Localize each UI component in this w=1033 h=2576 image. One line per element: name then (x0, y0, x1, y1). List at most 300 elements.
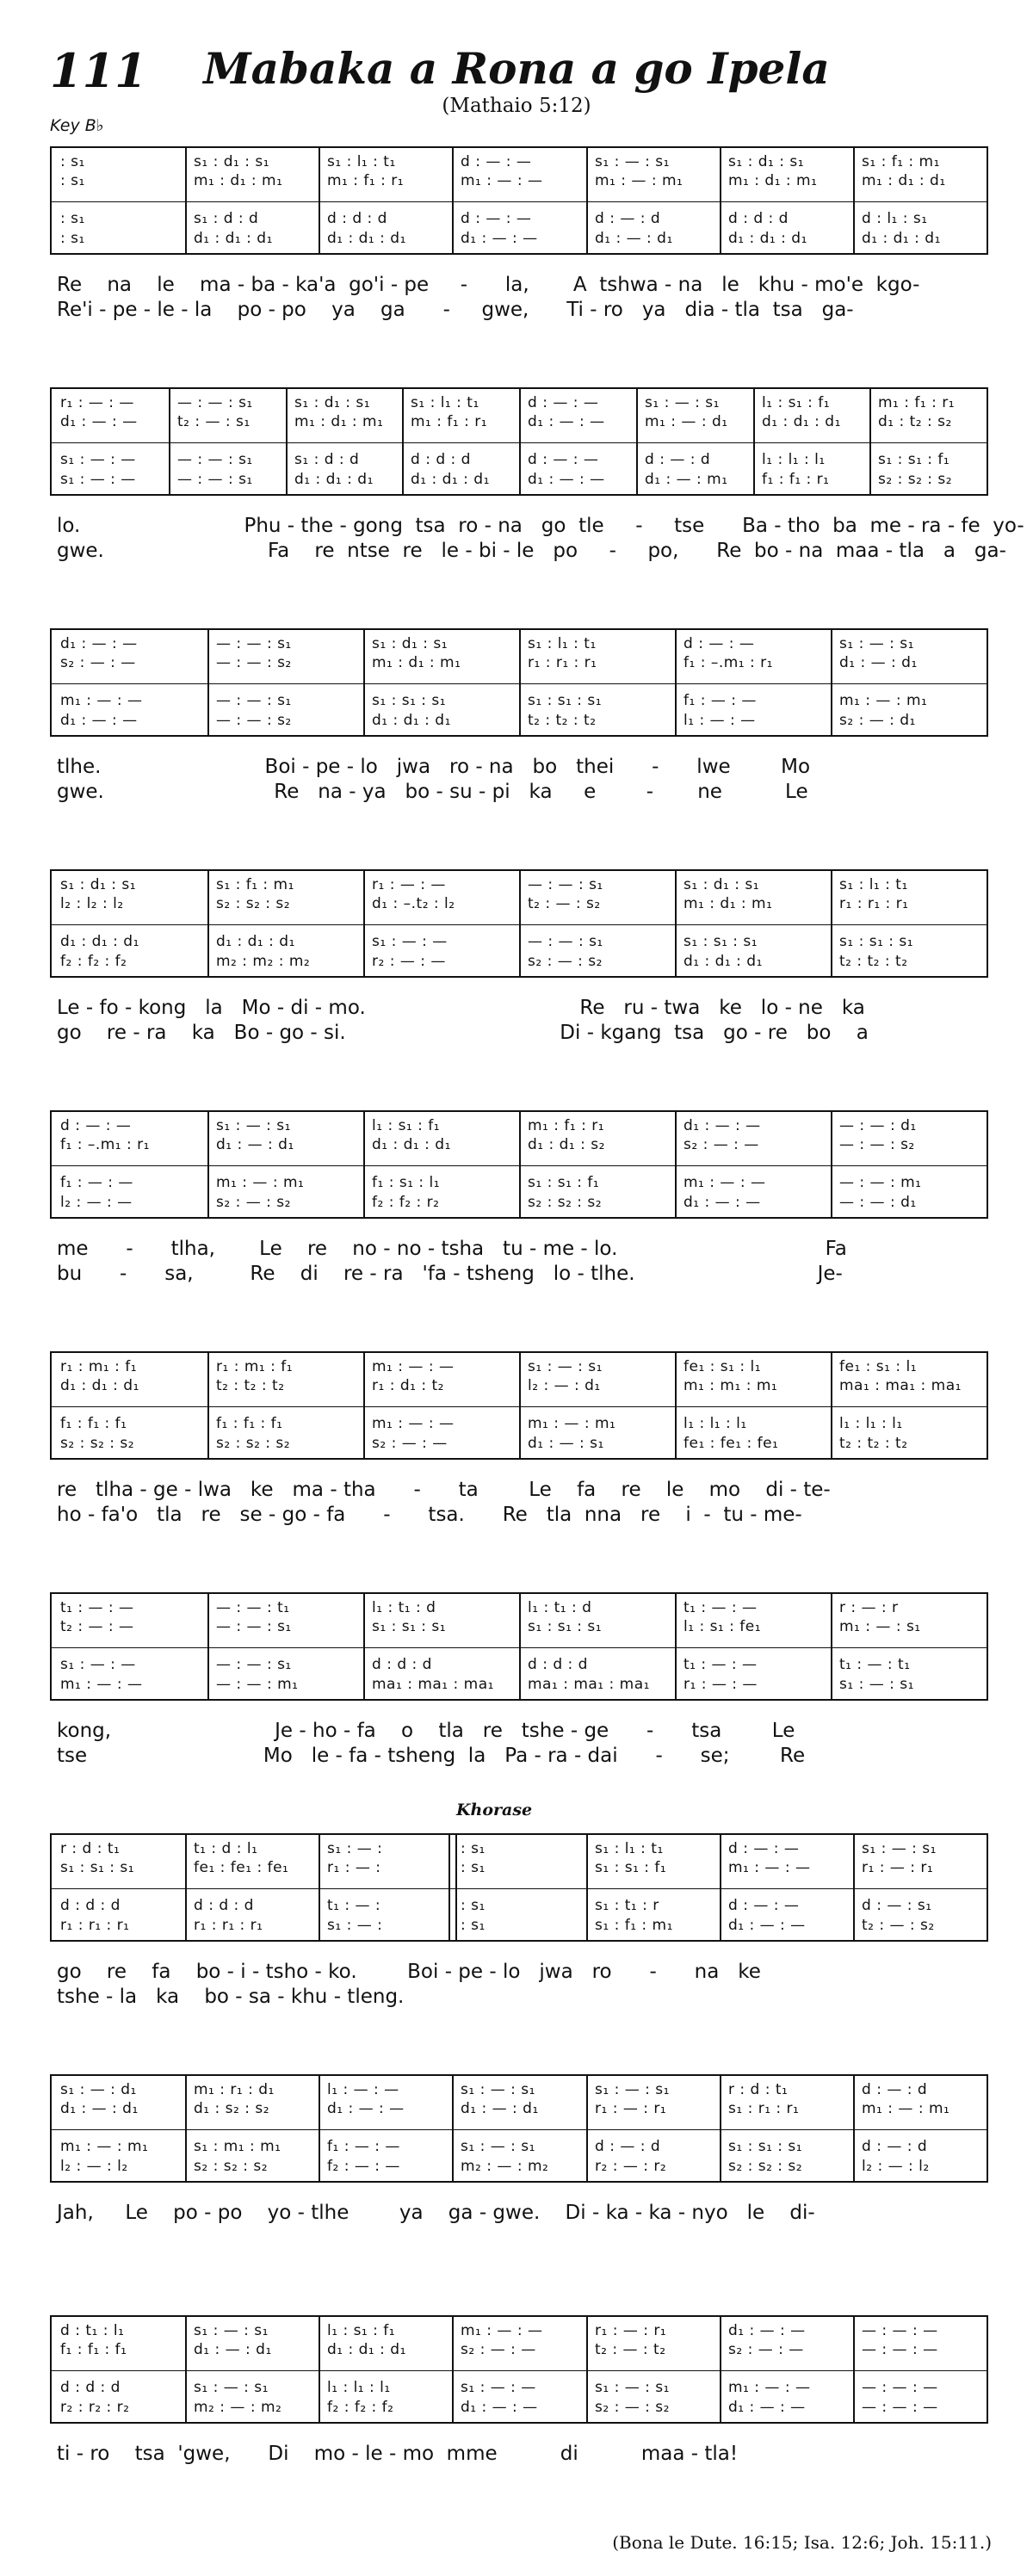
barline (319, 1835, 320, 1940)
solfa-notes: : s₁ (461, 1917, 486, 1934)
solfa-notes: d₁ : — : d₁ (216, 1136, 294, 1153)
solfa-notes: t₁ : — : — (60, 1599, 134, 1616)
lyric-line: Re na le ma - ba - ka'a go'i - pe - la, A tshwa - na le khu - mo'e kgo- (57, 274, 920, 296)
barline (586, 2317, 588, 2422)
solfa-notes: s₁ : d₁ : s₁ (372, 635, 448, 652)
solfa-notes: r₁ : r₁ : r₁ (839, 895, 909, 912)
solfa-notes: m₁ : — : — (684, 1174, 766, 1191)
solfa-notes: t₂ : — : s₁ (177, 413, 251, 430)
solfa-notes: m₁ : — : m₁ (528, 1415, 616, 1432)
barline (831, 1112, 832, 1217)
barline (207, 1353, 209, 1458)
solfa-notes: m₂ : m₂ : m₂ (216, 953, 311, 970)
barline (319, 2076, 320, 2181)
solfa-notes: — : — : s₂ (216, 654, 292, 671)
solfa-notes: s₁ : l₁ : t₁ (595, 1840, 664, 1857)
solfa-notes: l₂ : — : — (60, 1194, 133, 1211)
solfa-notes: s₁ : — : (327, 1917, 383, 1934)
barline (720, 1835, 721, 1940)
solfa-notes: s₁ : — : s₁ (595, 2379, 670, 2396)
solfa-notes: d : — : d (862, 2081, 928, 2098)
solfa-notes: f₁ : — : — (60, 1174, 133, 1191)
solfa-notes: l₁ : — : — (684, 712, 756, 729)
solfa-notes: d : — : — (528, 394, 599, 411)
solfa-notes: l₂ : l₂ : l₂ (60, 895, 124, 912)
solfa-notes: m₁ : — : m₁ (60, 2138, 149, 2155)
barline (185, 2076, 187, 2181)
solfa-notes: — : — : s₁ (528, 876, 603, 893)
solfa-notes: d₁ : d₁ : d₁ (60, 933, 139, 950)
barline (452, 148, 454, 253)
solfa-notes: l₁ : t₁ : d (372, 1599, 436, 1616)
lyric-line: gwe. Fa re ntse re le - bi - le po - po, Re bo - na maa - tla a ga- (57, 540, 1006, 562)
barline (363, 1594, 365, 1699)
solfa-notes: s₁ : — : s₁ (645, 394, 720, 411)
solfa-notes: s₁ : — : — (372, 933, 448, 950)
solfa-notes: d₁ : d₁ : s₂ (528, 1136, 605, 1153)
solfa-notes: d₁ : — : — (528, 413, 605, 430)
solfa-notes: l₁ : l₁ : l₁ (684, 1415, 747, 1432)
solfa-notes: : s₁ (60, 210, 85, 227)
solfa-notes: s₁ : l₁ : t₁ (839, 876, 908, 893)
solfa-notes: d₁ : — : — (728, 1917, 806, 1934)
solfa-notes: m₁ : d₁ : d₁ (862, 172, 946, 189)
barline (831, 630, 832, 735)
solfa-notes: s₂ : s₂ : s₂ (216, 1435, 291, 1452)
solfa-notes: — : — : s₁ (177, 471, 253, 488)
solfa-notes: s₁ : d₁ : s₁ (294, 394, 371, 411)
solfa-notes: s₁ : s₁ : s₁ (528, 692, 603, 709)
barline (586, 1835, 588, 1940)
solfa-notes: m₁ : — : m₁ (839, 692, 928, 709)
solfa-notes: m₁ : d₁ : m₁ (194, 172, 283, 189)
solfa-notes: d : — : d (595, 210, 661, 227)
solfa-notes: m₁ : — : m₁ (862, 2100, 950, 2117)
solfa-notes: — : — : s₁ (177, 451, 253, 468)
solfa-notes: s₁ : l₁ : t₁ (411, 394, 479, 411)
solfa-notes: d₁ : — : — (728, 2399, 806, 2416)
solfa-notes: r₁ : m₁ : f₁ (216, 1358, 294, 1375)
solfa-notes: — : — : t₁ (216, 1599, 290, 1616)
barline (207, 1112, 209, 1217)
solfa-notes: f₁ : f₁ : r₁ (762, 471, 830, 488)
solfa-notes: s₁ : s₁ : s₁ (684, 933, 758, 950)
solfa-notes: d₁ : — : — (461, 230, 538, 247)
lyric-line: me - tlha, Le re no - no - tsha tu - me - lo. Fa (57, 1238, 847, 1260)
solfa-notes: r₁ : — : r₁ (595, 2322, 667, 2339)
solfa-notes: s₁ : — : — (461, 2379, 536, 2396)
solfa-notes: r₂ : — : — (372, 953, 446, 970)
barline (675, 1594, 677, 1699)
key-signature: Key B♭ (50, 116, 104, 135)
solfa-notes: d₁ : — : d₁ (194, 2341, 272, 2358)
barline (185, 2317, 187, 2422)
barline (363, 871, 365, 976)
solfa-notes: r₁ : — : r₁ (862, 1859, 934, 1876)
solfa-notes: t₂ : — : s₂ (528, 895, 601, 912)
solfa-notes: r₁ : — : — (372, 876, 446, 893)
solfa-notes: f₁ : — : — (684, 692, 757, 709)
solfa-notes: r₁ : — : (327, 1859, 381, 1876)
staff-box (50, 628, 988, 737)
solfa-notes: d : d : d (60, 1897, 121, 1914)
solfa-notes: — : — : s₂ (216, 712, 292, 729)
barline (519, 1353, 521, 1458)
solfa-notes: : s₁ (461, 1859, 486, 1876)
solfa-notes: — : — : d₁ (839, 1194, 917, 1211)
staff-box (50, 387, 988, 496)
solfa-notes: f₁ : — : — (327, 2138, 400, 2155)
solfa-notes: m₁ : d₁ : m₁ (728, 172, 818, 189)
solfa-notes: — : — : m₁ (839, 1174, 922, 1191)
solfa-notes: s₁ : — : s₁ (194, 2322, 269, 2339)
solfa-notes: d₁ : — : — (461, 2399, 538, 2416)
solfa-notes: fe₁ : s₁ : l₁ (839, 1358, 918, 1375)
lyric-line: re tlha - ge - lwa ke ma - tha - ta Le fa re le mo di - te- (57, 1479, 831, 1501)
solfa-notes: d₁ : — : — (60, 712, 138, 729)
solfa-notes: : s₁ (60, 230, 85, 247)
barline (675, 871, 677, 976)
solfa-notes: s₁ : — : s₁ (595, 2081, 670, 2098)
solfa-notes: t₂ : — : s₂ (862, 1917, 935, 1934)
solfa-notes: l₁ : l₁ : l₁ (762, 451, 826, 468)
solfa-notes: t₁ : — : (327, 1897, 381, 1914)
solfa-notes: d : — : d (862, 2138, 928, 2155)
solfa-notes: t₁ : — : t₁ (839, 1656, 911, 1673)
solfa-notes: s₁ : d : d (294, 451, 360, 468)
solfa-notes: s₁ : — : — (60, 1656, 136, 1673)
solfa-notes: d₁ : — : s₁ (528, 1435, 604, 1452)
barline (753, 389, 755, 494)
solfa-notes: d₁ : –.t₂ : l₂ (372, 895, 455, 912)
solfa-notes: s₂ : s₂ : s₂ (878, 471, 953, 488)
barline (853, 1835, 855, 1940)
staff-box (50, 2315, 988, 2424)
solfa-notes: d₁ : — : d₁ (595, 230, 673, 247)
solfa-notes: d : — : — (728, 1897, 800, 1914)
solfa-notes: s₁ : s₁ : s₁ (839, 933, 914, 950)
solfa-notes: s₂ : — : s₂ (216, 1194, 291, 1211)
solfa-notes: : s₁ (461, 1897, 486, 1914)
solfa-notes: d₁ : d₁ : d₁ (862, 230, 941, 247)
solfa-notes: s₁ : s₁ : s₁ (528, 1618, 603, 1635)
solfa-notes: r₁ : — : — (60, 394, 134, 411)
barline (720, 148, 721, 253)
solfa-notes: d₁ : d₁ : d₁ (411, 471, 490, 488)
lyric-line: go re - ra ka Bo - go - si. Di - kgang tsa go - re bo a (57, 1022, 869, 1044)
solfa-notes: s₁ : — : s₁ (839, 635, 914, 652)
barline (402, 389, 404, 494)
solfa-notes: m₁ : f₁ : r₁ (878, 394, 956, 411)
solfa-notes: m₁ : — : — (728, 1859, 811, 1876)
staff-box (50, 1592, 988, 1701)
solfa-notes: s₁ : d : d (194, 210, 259, 227)
solfa-notes: d₁ : s₂ : s₂ (194, 2100, 270, 2117)
solfa-notes: r₁ : r₁ : r₁ (528, 654, 597, 671)
lyric-line: Re'i - pe - le - la po - po ya ga - gwe, Ti - ro ya dia - tla tsa ga- (57, 299, 854, 321)
solfa-notes: : s₁ (461, 1840, 486, 1857)
solfa-notes: m₁ : d₁ : m₁ (684, 895, 773, 912)
solfa-notes: f₁ : f₁ : f₁ (60, 2341, 127, 2358)
lyric-line: kong, Je - ho - fa o tla re tshe - ge - tsa Le (57, 1720, 795, 1742)
staff-box (50, 2074, 988, 2183)
solfa-notes: t₂ : t₂ : t₂ (839, 953, 908, 970)
scripture-subtitle: (Mathaio 5:12) (442, 95, 591, 117)
barline (831, 1594, 832, 1699)
barline (452, 2076, 454, 2181)
solfa-notes: l₁ : — : — (327, 2081, 399, 2098)
barline (452, 2317, 454, 2422)
solfa-notes: s₂ : — : s₂ (595, 2399, 670, 2416)
solfa-notes: r : — : r (839, 1599, 899, 1616)
solfa-notes: l₁ : s₁ : fe₁ (684, 1618, 762, 1635)
solfa-notes: s₁ : t₁ : r (595, 1897, 659, 1914)
solfa-notes: d₁ : d₁ : d₁ (327, 2341, 406, 2358)
solfa-notes: s₁ : d₁ : s₁ (194, 153, 270, 170)
solfa-notes: d₁ : — : — (684, 1194, 761, 1211)
solfa-notes: s₁ : s₁ : s₁ (372, 1618, 447, 1635)
solfa-notes: s₁ : — : s₁ (862, 1840, 937, 1857)
solfa-notes: ma₁ : ma₁ : ma₁ (528, 1676, 650, 1693)
solfa-notes: t₁ : — : — (684, 1656, 758, 1673)
solfa-notes: f₂ : f₂ : r₂ (372, 1194, 440, 1211)
staff-box (50, 869, 988, 978)
solfa-notes: — : — : s₁ (216, 1656, 292, 1673)
solfa-notes: m₁ : d₁ : m₁ (294, 413, 384, 430)
barline (720, 2317, 721, 2422)
solfa-notes: s₂ : s₂ : s₂ (728, 2158, 803, 2175)
solfa-notes: d : d : d (372, 1656, 432, 1673)
solfa-notes: r₂ : r₂ : r₂ (60, 2399, 130, 2416)
solfa-notes: d₁ : d₁ : d₁ (372, 712, 451, 729)
solfa-notes: s₁ : — : — (60, 471, 136, 488)
solfa-notes: f₂ : f₂ : f₂ (60, 953, 127, 970)
solfa-notes: d : — : — (60, 1117, 132, 1134)
solfa-notes: — : — : s₁ (528, 933, 603, 950)
solfa-notes: s₁ : — : s₁ (461, 2138, 535, 2155)
solfa-notes: fe₁ : fe₁ : fe₁ (194, 1859, 289, 1876)
solfa-notes: l₁ : t₁ : d (528, 1599, 592, 1616)
solfa-notes: f₂ : — : — (327, 2158, 400, 2175)
solfa-notes: f₁ : f₁ : f₁ (60, 1415, 127, 1432)
solfa-notes: d₁ : d₁ : d₁ (728, 230, 807, 247)
solfa-notes: s₂ : s₂ : s₂ (60, 1435, 135, 1452)
barline (853, 148, 855, 253)
solfa-notes: s₁ : s₁ : f₁ (595, 1859, 667, 1876)
solfa-notes: d₁ : d₁ : d₁ (194, 230, 273, 247)
solfa-notes: — : — : — (862, 2379, 938, 2396)
solfa-notes: s₂ : — : — (461, 2341, 536, 2358)
staff-divider-line (52, 2129, 987, 2130)
solfa-notes: — : — : — (862, 2399, 938, 2416)
solfa-notes: — : — : s₁ (216, 635, 292, 652)
solfa-notes: d : — : s₁ (862, 1897, 932, 1914)
chorus-label: Khorase (456, 1801, 533, 1819)
solfa-notes: d : — : d (645, 451, 711, 468)
solfa-notes: d : — : d (595, 2138, 661, 2155)
solfa-notes: s₁ : s₁ : f₁ (528, 1174, 600, 1191)
solfa-notes: m₁ : — : — (60, 1676, 143, 1693)
solfa-notes: d₁ : t₂ : s₂ (878, 413, 952, 430)
barline (675, 1112, 677, 1217)
barline (169, 389, 170, 494)
solfa-notes: t₂ : t₂ : t₂ (528, 712, 597, 729)
barline (286, 389, 288, 494)
solfa-notes: l₂ : — : d₁ (528, 1377, 601, 1394)
solfa-notes: d₁ : — : — (684, 1117, 761, 1134)
solfa-notes: f₁ : s₁ : l₁ (372, 1174, 441, 1191)
solfa-notes: m₁ : — : — (461, 2322, 543, 2339)
solfa-notes: l₁ : l₁ : l₁ (327, 2379, 391, 2396)
barline (831, 871, 832, 976)
solfa-notes: l₂ : — : l₂ (60, 2158, 128, 2175)
solfa-notes: d₁ : d₁ : d₁ (684, 953, 763, 970)
solfa-notes: l₂ : — : l₂ (862, 2158, 930, 2175)
solfa-notes: m₁ : — : — (372, 1358, 455, 1375)
solfa-notes: m₁ : f₁ : r₁ (411, 413, 488, 430)
solfa-notes: d₁ : d₁ : d₁ (60, 1377, 139, 1394)
solfa-notes: s₁ : l₁ : t₁ (528, 635, 597, 652)
solfa-notes: t₂ : — : — (60, 1618, 134, 1635)
solfa-notes: d : d : d (528, 1656, 588, 1673)
solfa-notes: r₁ : — : — (684, 1676, 758, 1693)
solfa-notes: : s₁ (60, 172, 85, 189)
solfa-notes: r : d : t₁ (60, 1840, 121, 1857)
solfa-notes: s₁ : d₁ : s₁ (60, 876, 137, 893)
barline (519, 871, 521, 976)
barline (586, 2076, 588, 2181)
solfa-notes: — : — : d₁ (839, 1117, 917, 1134)
solfa-notes: s₁ : — : s₁ (839, 1676, 914, 1693)
lyric-line: ho - fa'o tla re se - go - fa - tsa. Re tla nna re i - tu - me- (57, 1504, 802, 1526)
solfa-notes: r₁ : m₁ : f₁ (60, 1358, 138, 1375)
solfa-notes: t₂ : — : t₂ (595, 2341, 666, 2358)
solfa-notes: d₁ : d₁ : d₁ (327, 230, 406, 247)
solfa-notes: f₁ : –.m₁ : r₁ (684, 654, 773, 671)
barline (319, 2317, 320, 2422)
solfa-notes: d : d : d (411, 451, 471, 468)
solfa-notes: — : — : — (862, 2322, 938, 2339)
solfa-notes: r : d : t₁ (728, 2081, 789, 2098)
barline (185, 1835, 187, 1940)
solfa-notes: d₁ : d₁ : d₁ (294, 471, 374, 488)
solfa-notes: d : — : — (728, 1840, 800, 1857)
barline (207, 630, 209, 735)
solfa-notes: l₁ : l₁ : l₁ (839, 1415, 903, 1432)
solfa-notes: s₁ : r₁ : r₁ (728, 2100, 800, 2117)
solfa-notes: t₁ : — : — (684, 1599, 758, 1616)
staff-box (50, 1833, 988, 1942)
solfa-notes: s₂ : s₂ : s₂ (194, 2158, 269, 2175)
solfa-notes: s₂ : — : d₁ (839, 712, 916, 729)
solfa-notes: m₂ : — : m₂ (461, 2158, 549, 2175)
lyric-line: lo. Phu - the - gong tsa ro - na go tle - tse Ba - tho ba me - ra - fe yo- (57, 515, 1024, 537)
solfa-notes: m₁ : — : s₁ (839, 1618, 921, 1635)
lyric-line: bu - sa, Re di re - ra 'fa - tsheng lo - tlhe. Je- (57, 1263, 843, 1285)
staff-box (50, 1110, 988, 1219)
solfa-notes: d : d : d (327, 210, 387, 227)
solfa-notes: — : — : s₁ (177, 394, 253, 411)
solfa-notes: d₁ : — : — (728, 2322, 806, 2339)
solfa-notes: d : l₁ : s₁ (862, 210, 928, 227)
solfa-notes: s₁ : — : (327, 1840, 383, 1857)
barline (720, 2076, 721, 2181)
barline (586, 148, 588, 253)
solfa-notes: d : — : — (528, 451, 599, 468)
staff-divider-line (52, 201, 987, 202)
solfa-notes: r₁ : — : r₁ (595, 2100, 667, 2117)
solfa-notes: d₁ : — : d₁ (461, 2100, 539, 2117)
hymn-number: 111 (50, 43, 147, 98)
solfa-notes: d₁ : d₁ : d₁ (372, 1136, 451, 1153)
solfa-notes: d₁ : — : m₁ (645, 471, 728, 488)
solfa-notes: d : t₁ : l₁ (60, 2322, 125, 2339)
solfa-notes: m₁ : — : d₁ (645, 413, 728, 430)
solfa-notes: s₁ : s₁ : s₁ (372, 692, 447, 709)
barline (363, 630, 365, 735)
solfa-notes: s₁ : d₁ : s₁ (728, 153, 805, 170)
solfa-notes: : s₁ (60, 153, 85, 170)
solfa-notes: s₁ : d₁ : s₁ (684, 876, 760, 893)
solfa-notes: s₂ : — : — (728, 2341, 804, 2358)
solfa-notes: ma₁ : ma₁ : ma₁ (372, 1676, 494, 1693)
solfa-notes: m₁ : m₁ : m₁ (684, 1377, 778, 1394)
solfa-notes: r₂ : — : r₂ (595, 2158, 667, 2175)
solfa-notes: — : — : m₁ (216, 1676, 299, 1693)
double-barline (448, 1835, 457, 1940)
solfa-notes: m₁ : — : m₁ (595, 172, 684, 189)
solfa-notes: s₁ : f₁ : m₁ (595, 1917, 673, 1934)
scripture-references: (Bona le Dute. 16:15; Isa. 12:6; Joh. 15:11.) (612, 2532, 992, 2553)
barline (636, 389, 638, 494)
solfa-notes: d : d : d (728, 210, 789, 227)
solfa-notes: d : d : d (60, 2379, 121, 2396)
solfa-notes: s₂ : s₂ : s₂ (528, 1194, 603, 1211)
solfa-notes: d : — : — (461, 210, 532, 227)
solfa-notes: m₁ : f₁ : r₁ (327, 172, 405, 189)
barline (853, 2076, 855, 2181)
solfa-notes: s₁ : — : s₁ (461, 2081, 535, 2098)
barline (519, 1112, 521, 1217)
solfa-notes: — : — : s₁ (216, 1618, 292, 1635)
solfa-notes: ma₁ : ma₁ : ma₁ (839, 1377, 962, 1394)
solfa-notes: s₁ : f₁ : m₁ (216, 876, 294, 893)
solfa-notes: s₂ : — : — (60, 654, 136, 671)
solfa-notes: d₁ : — : — (327, 2100, 405, 2117)
staff-box (50, 146, 988, 255)
solfa-notes: m₁ : f₁ : r₁ (528, 1117, 605, 1134)
barline (675, 1353, 677, 1458)
solfa-notes: s₁ : — : s₁ (595, 153, 670, 170)
solfa-notes: s₂ : — : — (684, 1136, 759, 1153)
solfa-notes: f₁ : f₁ : f₁ (216, 1415, 283, 1432)
solfa-notes: l₁ : s₁ : f₁ (762, 394, 831, 411)
lyric-line: tlhe. Boi - pe - lo jwa ro - na bo thei - lwe Mo (57, 756, 811, 778)
solfa-notes: s₂ : — : s₂ (528, 953, 603, 970)
solfa-notes: s₁ : — : s₁ (216, 1117, 291, 1134)
barline (519, 630, 521, 735)
solfa-notes: d₁ : — : — (60, 413, 138, 430)
solfa-notes: d₁ : — : — (528, 471, 605, 488)
solfa-notes: f₁ : –.m₁ : r₁ (60, 1136, 150, 1153)
solfa-notes: d₁ : d₁ : d₁ (762, 413, 841, 430)
solfa-notes: s₁ : l₁ : t₁ (327, 153, 396, 170)
barline (831, 1353, 832, 1458)
solfa-notes: d₁ : d₁ : d₁ (216, 933, 295, 950)
solfa-notes: m₁ : — : — (461, 172, 543, 189)
solfa-notes: — : — : — (862, 2341, 938, 2358)
lyric-line: gwe. Re na - ya bo - su - pi ka e - ne Le (57, 781, 808, 803)
